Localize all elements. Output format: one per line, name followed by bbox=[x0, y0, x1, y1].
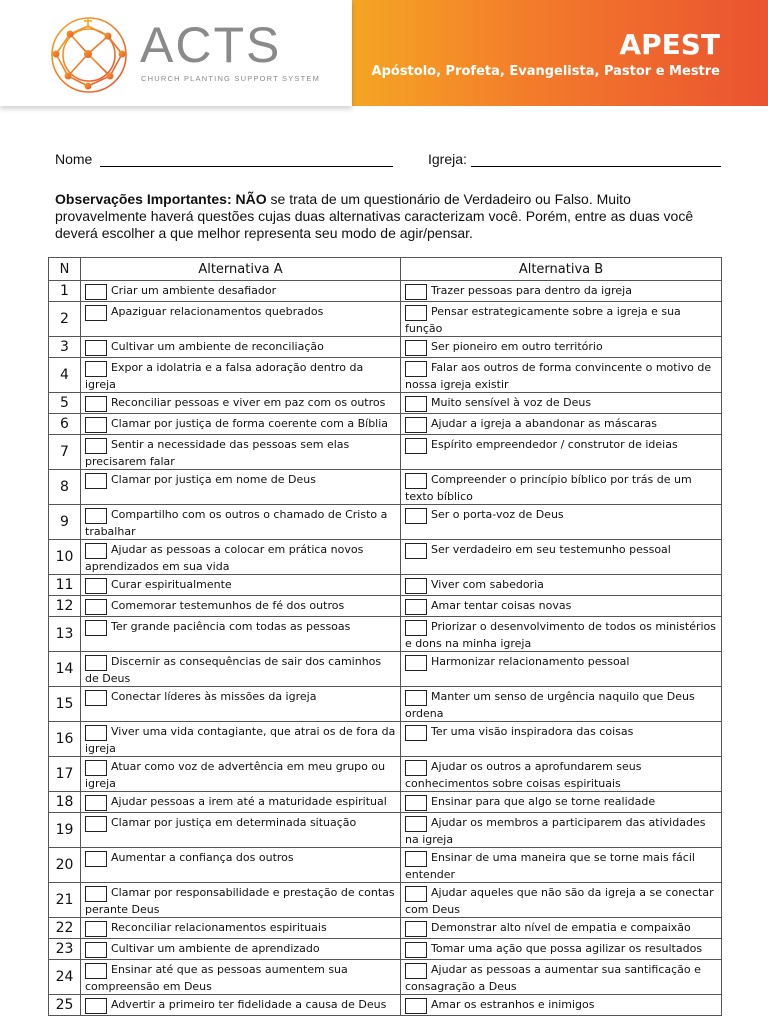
alternative-a-checkbox[interactable] bbox=[85, 795, 107, 811]
alternative-b-text: Amar tentar coisas novas bbox=[431, 599, 572, 612]
observation-note bbox=[55, 191, 715, 242]
question-number: 7 bbox=[49, 435, 81, 470]
church-input-line[interactable] bbox=[471, 152, 721, 167]
table-row bbox=[49, 939, 722, 960]
question-number: 15 bbox=[49, 687, 81, 722]
alternative-a-cell bbox=[81, 722, 401, 757]
alternative-a-text: Reconciliar pessoas e viver em paz com os outros bbox=[111, 396, 386, 409]
alternative-b-text: Viver com sabedoria bbox=[431, 578, 544, 591]
alternative-b-text: Priorizar o desenvolvimento de todos os ministérios e dons na minha igreja bbox=[405, 620, 717, 650]
alternative-a-text: Compartilho com os outros o chamado de Cristo a trabalhar bbox=[85, 508, 388, 538]
church-label: Igreja: bbox=[428, 151, 467, 167]
alternative-a-checkbox[interactable] bbox=[85, 599, 107, 615]
alternative-b-cell bbox=[401, 505, 722, 540]
alternative-b-cell bbox=[401, 722, 722, 757]
alternative-a-text: Clamar por justiça em nome de Deus bbox=[111, 473, 316, 486]
alternative-a-checkbox[interactable] bbox=[85, 361, 107, 377]
question-number: 9 bbox=[49, 505, 81, 540]
question-number: 5 bbox=[49, 393, 81, 414]
alternative-a-checkbox[interactable] bbox=[85, 963, 107, 979]
alternative-a-cell bbox=[81, 848, 401, 883]
question-number: 21 bbox=[49, 883, 81, 918]
alternative-b-checkbox[interactable] bbox=[405, 284, 427, 300]
alternative-a-cell bbox=[81, 883, 401, 918]
alternative-b-cell bbox=[401, 596, 722, 617]
alternative-a-cell bbox=[81, 281, 401, 302]
alternative-a-text: Viver uma vida contagiante, que atrai os de fora da igreja bbox=[85, 725, 396, 755]
question-number: 20 bbox=[49, 848, 81, 883]
alternative-a-cell bbox=[81, 652, 401, 687]
alternative-b-cell bbox=[401, 792, 722, 813]
table-row bbox=[49, 883, 722, 918]
table-row bbox=[49, 918, 722, 939]
alternative-a-cell bbox=[81, 358, 401, 393]
col-header-alternative-b: Alternativa B bbox=[401, 258, 722, 281]
alternative-b-cell bbox=[401, 302, 722, 337]
alternative-b-checkbox[interactable] bbox=[405, 340, 427, 356]
alternative-b-text: Compreender o princípio bíblico por trás de um texto bíblico bbox=[405, 473, 692, 503]
question-number: 6 bbox=[49, 414, 81, 435]
alternative-a-text: Clamar por responsabilidade e prestação de contas perante Deus bbox=[85, 886, 395, 916]
table-row bbox=[49, 757, 722, 792]
alternative-a-cell bbox=[81, 540, 401, 575]
alternative-b-checkbox[interactable] bbox=[405, 998, 427, 1014]
alternative-b-checkbox[interactable] bbox=[405, 473, 427, 489]
alternative-a-cell bbox=[81, 596, 401, 617]
table-row bbox=[49, 596, 722, 617]
alternative-a-text: Expor a idolatria e a falsa adoração dentro da igreja bbox=[85, 361, 364, 391]
alternative-b-cell bbox=[401, 337, 722, 358]
table-row bbox=[49, 792, 722, 813]
table-row bbox=[49, 302, 722, 337]
alternative-b-checkbox[interactable] bbox=[405, 851, 427, 867]
observation-text: se trata de um questionário de Verdadeiro ou Falso. Muito provavelmente haverá questões cujas duas alternativas caracterizam você. Porém, entre as duas você deverá escolher a que melhor representa seu modo de agir/pensar. bbox=[55, 191, 694, 241]
alternative-a-checkbox[interactable] bbox=[85, 851, 107, 867]
alternative-b-checkbox[interactable] bbox=[405, 725, 427, 741]
alternative-a-checkbox[interactable] bbox=[85, 340, 107, 356]
alternative-b-checkbox[interactable] bbox=[405, 438, 427, 454]
alternative-a-checkbox[interactable] bbox=[85, 620, 107, 636]
alternative-b-text: Ajudar aqueles que não são da igreja a se conectar com Deus bbox=[405, 886, 714, 916]
alternative-b-checkbox[interactable] bbox=[405, 305, 427, 321]
alternative-a-checkbox[interactable] bbox=[85, 816, 107, 832]
table-row bbox=[49, 505, 722, 540]
name-input-line[interactable] bbox=[100, 152, 393, 167]
alternative-b-checkbox[interactable] bbox=[405, 578, 427, 594]
alternative-a-cell bbox=[81, 960, 401, 995]
table-row bbox=[49, 722, 722, 757]
observation-lead: Observações Importantes: bbox=[55, 191, 232, 207]
question-number: 14 bbox=[49, 652, 81, 687]
alternative-b-cell bbox=[401, 540, 722, 575]
alternative-a-cell bbox=[81, 414, 401, 435]
alternative-b-text: Ser pioneiro em outro território bbox=[431, 340, 603, 353]
alternative-a-checkbox[interactable] bbox=[85, 725, 107, 741]
alternative-a-checkbox[interactable] bbox=[85, 473, 107, 489]
alternative-a-cell bbox=[81, 617, 401, 652]
alternative-b-cell bbox=[401, 470, 722, 505]
col-header-alternative-a: Alternativa A bbox=[81, 258, 401, 281]
alternative-a-checkbox[interactable] bbox=[85, 543, 107, 559]
alternative-b-text: Espírito empreendedor / construtor de ideias bbox=[431, 438, 678, 451]
question-number: 1 bbox=[49, 281, 81, 302]
alternative-b-checkbox[interactable] bbox=[405, 361, 427, 377]
table-row bbox=[49, 470, 722, 505]
question-number: 8 bbox=[49, 470, 81, 505]
alternative-b-cell bbox=[401, 687, 722, 722]
alternative-a-text: Atuar como voz de advertência em meu grupo ou igreja bbox=[85, 760, 386, 790]
alternative-b-checkbox[interactable] bbox=[405, 396, 427, 412]
alternative-a-cell bbox=[81, 337, 401, 358]
alternative-b-checkbox[interactable] bbox=[405, 543, 427, 559]
table-row bbox=[49, 848, 722, 883]
alternative-a-text: Ajudar as pessoas a colocar em prática novos aprendizados em sua vida bbox=[85, 543, 364, 573]
alternative-a-checkbox[interactable] bbox=[85, 578, 107, 594]
alternative-a-text: Advertir a primeiro ter fidelidade a causa de Deus bbox=[111, 998, 387, 1011]
alternative-b-checkbox[interactable] bbox=[405, 508, 427, 524]
table-row bbox=[49, 575, 722, 596]
alternative-b-cell bbox=[401, 848, 722, 883]
alternative-a-checkbox[interactable] bbox=[85, 886, 107, 902]
brand-subtitle: CHURCH PLANTING SUPPORT SYSTEM bbox=[141, 74, 321, 83]
alternative-b-text: Ajudar as pessoas a aumentar sua santificação e consagração a Deus bbox=[405, 963, 701, 993]
alternative-a-text: Aumentar a confiança dos outros bbox=[111, 851, 294, 864]
alternative-a-checkbox[interactable] bbox=[85, 921, 107, 937]
alternative-a-text: Clamar por justiça em determinada situação bbox=[111, 816, 357, 829]
alternative-a-checkbox[interactable] bbox=[85, 284, 107, 300]
alternative-b-text: Ajudar a igreja a abandonar as máscaras bbox=[431, 417, 657, 430]
alternative-b-checkbox[interactable] bbox=[405, 655, 427, 671]
observation-emphasis: NÃO bbox=[235, 191, 267, 207]
alternative-b-cell bbox=[401, 652, 722, 687]
alternative-a-checkbox[interactable] bbox=[85, 396, 107, 412]
table-row bbox=[49, 617, 722, 652]
alternative-a-text: Cultivar um ambiente de reconciliação bbox=[111, 340, 324, 353]
alternative-b-text: Ser o porta-voz de Deus bbox=[431, 508, 564, 521]
question-number: 10 bbox=[49, 540, 81, 575]
alternative-b-cell bbox=[401, 960, 722, 995]
questionnaire-table bbox=[48, 257, 722, 1016]
table-row bbox=[49, 414, 722, 435]
alternative-a-checkbox[interactable] bbox=[85, 417, 107, 433]
alternative-a-cell bbox=[81, 995, 401, 1016]
alternative-a-checkbox[interactable] bbox=[85, 508, 107, 524]
question-number: 24 bbox=[49, 960, 81, 995]
alternative-b-checkbox[interactable] bbox=[405, 690, 427, 706]
question-number: 19 bbox=[49, 813, 81, 848]
alternative-a-cell bbox=[81, 435, 401, 470]
globe-network-logo-icon bbox=[48, 14, 130, 96]
alternative-a-text: Criar um ambiente desafiador bbox=[111, 284, 277, 297]
table-row bbox=[49, 435, 722, 470]
page-title: APEST bbox=[619, 28, 720, 61]
question-number: 17 bbox=[49, 757, 81, 792]
brand-name: ACTS bbox=[140, 17, 282, 73]
alternative-a-cell bbox=[81, 792, 401, 813]
alternative-b-text: Pensar estrategicamente sobre a igreja e sua função bbox=[405, 305, 681, 335]
question-number: 18 bbox=[49, 792, 81, 813]
alternative-a-checkbox[interactable] bbox=[85, 760, 107, 776]
alternative-a-text: Discernir as consequências de sair dos caminhos de Deus bbox=[85, 655, 382, 685]
question-number: 23 bbox=[49, 939, 81, 960]
alternative-a-text: Cultivar um ambiente de aprendizado bbox=[111, 942, 320, 955]
alternative-b-text: Tomar uma ação que possa agilizar os resultados bbox=[431, 942, 703, 955]
question-number: 13 bbox=[49, 617, 81, 652]
question-number: 12 bbox=[49, 596, 81, 617]
page-header bbox=[0, 0, 768, 106]
table-row bbox=[49, 652, 722, 687]
table-row bbox=[49, 687, 722, 722]
alternative-b-checkbox[interactable] bbox=[405, 599, 427, 615]
alternative-a-cell bbox=[81, 470, 401, 505]
question-number: 2 bbox=[49, 302, 81, 337]
alternative-b-checkbox[interactable] bbox=[405, 620, 427, 636]
alternative-b-text: Ajudar os membros a participarem das atividades na igreja bbox=[405, 816, 706, 846]
alternative-a-cell bbox=[81, 939, 401, 960]
question-number: 25 bbox=[49, 995, 81, 1016]
alternative-a-text: Ter grande paciência com todas as pessoas bbox=[111, 620, 351, 633]
alternative-a-checkbox[interactable] bbox=[85, 305, 107, 321]
question-number: 16 bbox=[49, 722, 81, 757]
alternative-b-cell bbox=[401, 617, 722, 652]
alternative-b-text: Ser verdadeiro em seu testemunho pessoal bbox=[431, 543, 671, 556]
alternative-b-checkbox[interactable] bbox=[405, 921, 427, 937]
question-number: 3 bbox=[49, 337, 81, 358]
alternative-a-cell bbox=[81, 813, 401, 848]
alternative-b-cell bbox=[401, 813, 722, 848]
alternative-a-text: Apaziguar relacionamentos quebrados bbox=[111, 305, 324, 318]
name-label: Nome bbox=[55, 151, 93, 167]
alternative-a-text: Conectar líderes às missões da igreja bbox=[111, 690, 317, 703]
question-number: 11 bbox=[49, 575, 81, 596]
alternative-b-cell bbox=[401, 414, 722, 435]
table-row bbox=[49, 393, 722, 414]
alternative-a-text: Reconciliar relacionamentos espirituais bbox=[111, 921, 327, 934]
alternative-b-text: Ensinar para que algo se torne realidade bbox=[431, 795, 656, 808]
alternative-b-cell bbox=[401, 883, 722, 918]
alternative-a-text: Ajudar pessoas a irem até a maturidade espiritual bbox=[111, 795, 387, 808]
table-row bbox=[49, 540, 722, 575]
table-row bbox=[49, 960, 722, 995]
alternative-b-checkbox[interactable] bbox=[405, 886, 427, 902]
alternative-b-cell bbox=[401, 281, 722, 302]
col-header-number: N bbox=[49, 258, 81, 281]
alternative-a-text: Comemorar testemunhos de fé dos outros bbox=[111, 599, 345, 612]
alternative-a-cell bbox=[81, 757, 401, 792]
alternative-a-cell bbox=[81, 302, 401, 337]
table-body bbox=[49, 281, 722, 1016]
church-field bbox=[428, 151, 721, 167]
table-row bbox=[49, 995, 722, 1016]
alternative-b-text: Amar os estranhos e inimigos bbox=[431, 998, 595, 1011]
alternative-a-text: Curar espiritualmente bbox=[111, 578, 232, 591]
alternative-b-text: Demonstrar alto nível de empatia e compaixão bbox=[431, 921, 691, 934]
alternative-a-text: Sentir a necessidade das pessoas sem elas precisarem falar bbox=[85, 438, 350, 468]
alternative-a-cell bbox=[81, 505, 401, 540]
alternative-b-checkbox[interactable] bbox=[405, 963, 427, 979]
alternative-b-cell bbox=[401, 393, 722, 414]
alternative-b-text: Muito sensível à voz de Deus bbox=[431, 396, 592, 409]
alternative-a-cell bbox=[81, 918, 401, 939]
alternative-a-cell bbox=[81, 393, 401, 414]
alternative-b-cell bbox=[401, 918, 722, 939]
alternative-b-checkbox[interactable] bbox=[405, 816, 427, 832]
alternative-a-checkbox[interactable] bbox=[85, 655, 107, 671]
alternative-b-text: Falar aos outros de forma convincente o motivo de nossa igreja existir bbox=[405, 361, 712, 391]
alternative-b-cell bbox=[401, 358, 722, 393]
alternative-a-checkbox[interactable] bbox=[85, 998, 107, 1014]
alternative-b-checkbox[interactable] bbox=[405, 417, 427, 433]
alternative-b-text: Trazer pessoas para dentro da igreja bbox=[431, 284, 632, 297]
alternative-a-text: Clamar por justiça de forma coerente com a Bíblia bbox=[111, 417, 389, 430]
alternative-a-checkbox[interactable] bbox=[85, 438, 107, 454]
alternative-a-cell bbox=[81, 575, 401, 596]
table-row bbox=[49, 813, 722, 848]
alternative-b-checkbox[interactable] bbox=[405, 942, 427, 958]
alternative-b-cell bbox=[401, 575, 722, 596]
alternative-b-text: Manter um senso de urgência naquilo que Deus ordena bbox=[405, 690, 695, 720]
page-subtitle: Apóstolo, Profeta, Evangelista, Pastor e Mestre bbox=[371, 64, 720, 79]
alternative-b-text: Ter uma visão inspiradora das coisas bbox=[431, 725, 634, 738]
question-number: 4 bbox=[49, 358, 81, 393]
alternative-b-text: Ensinar de uma maneira que se torne mais fácil entender bbox=[405, 851, 695, 881]
alternative-b-cell bbox=[401, 939, 722, 960]
alternative-b-checkbox[interactable] bbox=[405, 795, 427, 811]
alternative-a-cell bbox=[81, 687, 401, 722]
alternative-a-text: Ensinar até que as pessoas aumentem sua compreensão em Deus bbox=[85, 963, 348, 993]
table-header-row bbox=[49, 258, 722, 281]
table-row bbox=[49, 337, 722, 358]
name-field bbox=[55, 151, 393, 167]
alternative-a-checkbox[interactable] bbox=[85, 942, 107, 958]
title-banner bbox=[350, 0, 768, 106]
alternative-b-cell bbox=[401, 757, 722, 792]
alternative-a-checkbox[interactable] bbox=[85, 690, 107, 706]
table-row bbox=[49, 281, 722, 302]
alternative-b-text: Ajudar os outros a aprofundarem seus conhecimentos sobre coisas espirituais bbox=[405, 760, 642, 790]
alternative-b-cell bbox=[401, 995, 722, 1016]
alternative-b-text: Harmonizar relacionamento pessoal bbox=[431, 655, 630, 668]
table-row bbox=[49, 358, 722, 393]
question-number: 22 bbox=[49, 918, 81, 939]
alternative-b-checkbox[interactable] bbox=[405, 760, 427, 776]
alternative-b-cell bbox=[401, 435, 722, 470]
logo-panel bbox=[0, 0, 352, 106]
